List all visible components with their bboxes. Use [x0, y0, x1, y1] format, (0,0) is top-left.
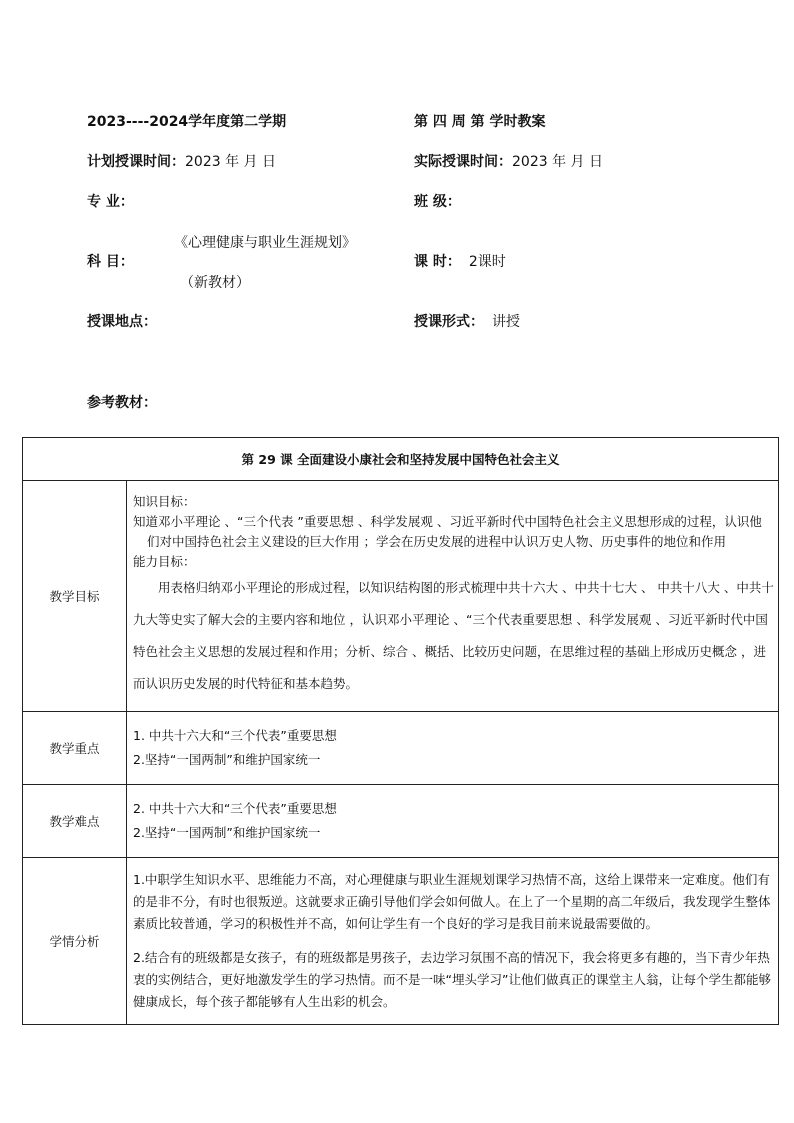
- knowledge-text: 知道邓小平理论 、“三个代表 ”重要思想 、科学发展观 、习近平新时代中国特色社会主义思想形成的过程，认识他们对中国持色社会主义建设的巨大作用 ；学会在历史发展的进程中认识万史人物、历史事件的地位和作用: [133, 514, 762, 549]
- difficulty-item: 2. 中共十六大和“三个代表”重要思想: [133, 801, 337, 816]
- subject-value-line2: （新教材）: [180, 275, 250, 291]
- subject-value-line1: 《心理健康与职业生涯规划》: [174, 235, 356, 251]
- major-label: 专 业：: [87, 194, 134, 210]
- goals-row: [23, 481, 779, 712]
- week-title: 第 四 周 第 学时教案: [414, 114, 546, 130]
- key-points-content: [127, 712, 779, 785]
- lesson-title-row: [23, 438, 779, 481]
- knowledge-heading: 知识目标：: [133, 494, 196, 509]
- subject-label: 科 目：: [87, 254, 134, 270]
- goals-label: 教学目标: [23, 481, 127, 712]
- plan-time: [87, 152, 276, 172]
- key-points-row: [23, 712, 779, 785]
- plan-time-label: 计划授课时间：: [87, 154, 185, 170]
- actual-time: [414, 152, 603, 172]
- goals-content: [127, 481, 779, 712]
- actual-time-value: 2023 年 月 日: [512, 154, 603, 170]
- hours-value: 2课时: [468, 254, 506, 270]
- actual-time-label: 实际授课时间：: [414, 154, 512, 170]
- textbook-label: 参考教材：: [87, 395, 157, 411]
- lesson-plan-table: [22, 437, 779, 1025]
- difficulties-label: 教学难点: [23, 785, 127, 858]
- hours-label: 课 时：: [414, 254, 461, 270]
- location-label: 授课地点：: [87, 314, 157, 330]
- ability-heading: 能力目标：: [133, 554, 196, 569]
- term-title: 2023----2024学年度第二学期: [87, 114, 287, 130]
- difficulties-content: [127, 785, 779, 858]
- analysis-paragraph-2: 2.结合有的班级都是女孩子，有的班级都是男孩子，去边学习氛围不高的情况下，我会将更多有趣的，当下青少年热衷的实例结合，更好地激发学生的学习热情。而不是一味“埋头学习”让他们做真正的课堂主人翁，让每个学生都能够健康成长，每个孩子都能够有人生出彩的机会。: [133, 950, 771, 1009]
- format: [414, 312, 520, 332]
- analysis-row: [23, 858, 779, 1025]
- lesson-title: 第 29 课 全面建设小康社会和坚持发展中国特色社会主义: [23, 438, 779, 481]
- key-points-label: 教学重点: [23, 712, 127, 785]
- key-point-item: 1. 中共十六大和“三个代表”重要思想: [133, 728, 337, 743]
- key-point-item: 2.坚持“一国两制”和维护国家统一: [133, 752, 321, 767]
- analysis-label: 学情分析: [23, 858, 127, 1025]
- format-label: 授课形式：: [414, 314, 484, 330]
- class-label: 班 级：: [414, 194, 461, 210]
- difficulty-item: 2.坚持“一国两制”和维护国家统一: [133, 825, 321, 840]
- analysis-paragraph-1: 1.中职学生知识水平、思维能力不高，对心理健康与职业生涯规划课学习热情不高，这给上课带来一定难度。他们有的是非不分，有时也很叛逆。这就要求正确引导他们学会如何做人。在上了一个星期的高二年级后，我发现学生整体素质比较普通，学习的积极性并不高，如何让学生有一个良好的学习是我目前来说最需要做的。: [133, 872, 771, 931]
- analysis-content: [127, 858, 779, 1025]
- difficulties-row: [23, 785, 779, 858]
- hours: [414, 252, 506, 272]
- ability-text: 用表格归纳邓小平理论的形成过程，以知识结构图的形式梳理中共十六大 、中共十七大 、 中共十八大 、中共十九大等史实了解大会的主要内容和地位 ，认识邓小平理论 、“三个代表重要思想 、科学发展观 、习近平新时代中国特色社会主义思想的发展过程和作用；分析、综合 、概括、比较历史问题，在思维过程的基础上形成历史概念 ，进而认识历史发展的时代特征和基本趋势。: [133, 580, 774, 691]
- format-value: 讲授: [492, 314, 520, 330]
- plan-time-value: 2023 年 月 日: [185, 154, 276, 170]
